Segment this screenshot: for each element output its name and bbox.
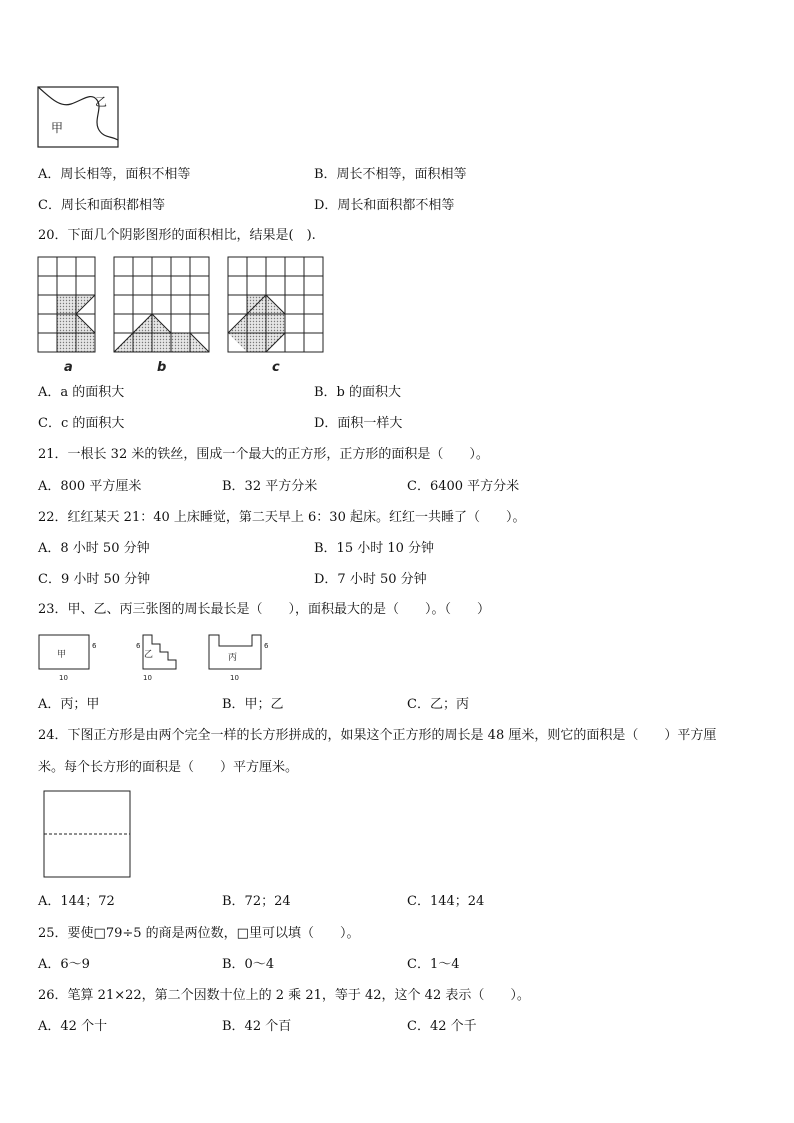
q19-option-d[interactable]: D．周长和面积都不相等 bbox=[314, 198, 455, 213]
q20-label-c: c bbox=[272, 360, 280, 375]
q23-option-a[interactable]: A．丙；甲 bbox=[38, 697, 100, 712]
q21-option-b[interactable]: B．32 平方分米 bbox=[222, 479, 318, 494]
q19-option-a[interactable]: A．周长相等，面积不相等 bbox=[38, 167, 191, 182]
q20-label-b: b bbox=[157, 360, 167, 375]
q21-option-c[interactable]: C．6400 平方分米 bbox=[407, 479, 520, 494]
q20-option-a[interactable]: A．a 的面积大 bbox=[38, 385, 125, 400]
q25-option-b[interactable]: B．0～4 bbox=[222, 957, 275, 972]
q23-name-bing: 丙 bbox=[228, 653, 238, 663]
q23-stem: 23．甲、乙、丙三张图的周长最长是（ ），面积最大的是（ ）。（ ） bbox=[38, 602, 491, 617]
q26-option-b[interactable]: B．42 个百 bbox=[222, 1019, 292, 1034]
q20-grid-c bbox=[228, 257, 323, 352]
q20-grid-a bbox=[38, 257, 95, 352]
q23-height-bing: 6 bbox=[264, 642, 269, 650]
q22-option-d[interactable]: D．7 小时 50 分钟 bbox=[314, 572, 427, 587]
q19-label-right: 乙 bbox=[95, 95, 108, 109]
q20-option-d[interactable]: D．面积一样大 bbox=[314, 416, 403, 431]
q23-name-yi: 乙 bbox=[144, 650, 154, 660]
q24-option-c[interactable]: C．144；24 bbox=[407, 894, 485, 909]
q23-name-jia: 甲 bbox=[57, 650, 67, 660]
q23-figures bbox=[34, 632, 274, 684]
q24-option-a[interactable]: A．144；72 bbox=[38, 894, 115, 909]
q24-stem-line2: 米。每个长方形的面积是（ ）平方厘米。 bbox=[38, 760, 299, 775]
q23-height-jia: 6 bbox=[92, 642, 97, 650]
q24-option-b[interactable]: B．72；24 bbox=[222, 894, 291, 909]
q24-stem-line1: 24．下图正方形是由两个完全一样的长方形拼成的，如果这个正方形的周长是 48 厘米，则它的面积是（ ）平方厘 bbox=[38, 728, 717, 743]
q23-width-jia: 10 bbox=[59, 674, 68, 682]
q26-stem: 26．笔算 21×22，第二个因数十位上的 2 乘 21，等于 42，这个 42 表示（ ）。 bbox=[38, 988, 530, 1003]
q22-option-c[interactable]: C．9 小时 50 分钟 bbox=[38, 572, 151, 587]
q25-stem: 25．要使□79÷5 的商是两位数，□里可以填（ ）。 bbox=[38, 926, 360, 941]
q23-width-bing: 10 bbox=[230, 674, 239, 682]
q25-option-a[interactable]: A．6～9 bbox=[38, 957, 90, 972]
q21-stem: 21．一根长 32 米的铁丝，围成一个最大的正方形，正方形的面积是（ ）。 bbox=[38, 447, 489, 462]
q22-option-a[interactable]: A．8 小时 50 分钟 bbox=[38, 541, 150, 556]
q22-option-b[interactable]: B．15 小时 10 分钟 bbox=[314, 541, 435, 556]
q19-label-left: 甲 bbox=[51, 121, 64, 135]
q22-stem: 22．红红某天 21：40 上床睡觉，第二天早上 6：30 起床。红红一共睡了（ ）。 bbox=[38, 510, 526, 525]
q20-figures bbox=[36, 256, 328, 376]
q25-option-c[interactable]: C．1～4 bbox=[407, 957, 460, 972]
q20-grid-b bbox=[114, 257, 209, 352]
q23-height-yi: 6 bbox=[136, 642, 141, 650]
q20-option-c[interactable]: C．c 的面积大 bbox=[38, 416, 125, 431]
q23-width-yi: 10 bbox=[143, 674, 152, 682]
q23-option-c[interactable]: C．乙；丙 bbox=[407, 697, 469, 712]
q19-option-b[interactable]: B．周长不相等，面积相等 bbox=[314, 167, 467, 182]
q26-option-a[interactable]: A．42 个十 bbox=[38, 1019, 108, 1034]
q20-option-b[interactable]: B．b 的面积大 bbox=[314, 385, 402, 400]
q21-option-a[interactable]: A．800 平方厘米 bbox=[38, 479, 142, 494]
q20-stem: 20．下面几个阴影图形的面积相比，结果是( ). bbox=[38, 228, 316, 243]
q24-square-figure bbox=[43, 790, 133, 880]
q19-figure bbox=[37, 86, 119, 148]
q20-label-a: a bbox=[64, 360, 73, 375]
q23-option-b[interactable]: B．甲；乙 bbox=[222, 697, 284, 712]
q26-option-c[interactable]: C．42 个千 bbox=[407, 1019, 477, 1034]
q19-option-c[interactable]: C．周长和面积都相等 bbox=[38, 198, 165, 213]
